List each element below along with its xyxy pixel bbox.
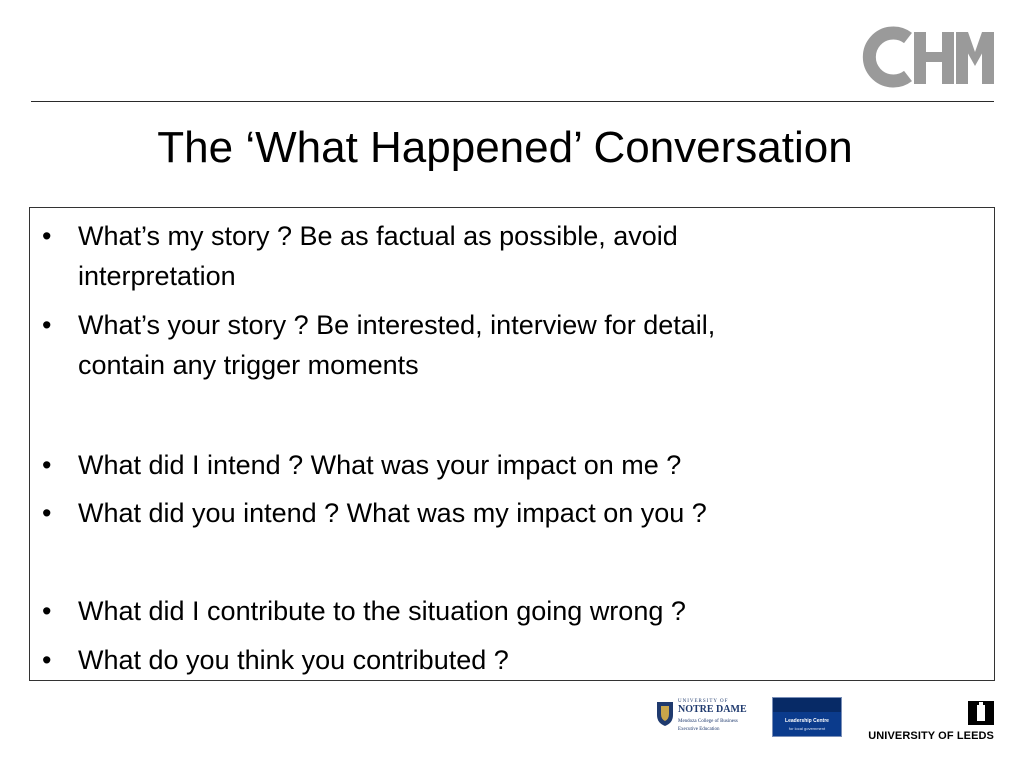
header-divider bbox=[31, 101, 994, 102]
bullet-marker: • bbox=[42, 596, 52, 626]
bullet-text-line: What do you think you contributed ? bbox=[78, 645, 509, 675]
bullet-item bbox=[30, 591, 930, 631]
bullet-text-line: What did I intend ? What was your impact on me ? bbox=[78, 450, 682, 480]
slide-title: The ‘What Happened’ Conversation bbox=[157, 123, 853, 172]
bullet-marker: • bbox=[42, 645, 52, 675]
bullet-text-line: What did I contribute to the situation going wrong ? bbox=[78, 596, 686, 626]
bullet-item bbox=[30, 640, 930, 680]
bullet-item bbox=[30, 445, 930, 485]
chm-logo bbox=[862, 26, 996, 88]
bullet-marker: • bbox=[42, 310, 52, 340]
bullet-text-line: interpretation bbox=[78, 261, 236, 291]
leeds-wordmark: UNIVERSITY OF LEEDS bbox=[868, 730, 994, 742]
notre-dame-line: NOTRE DAME bbox=[678, 704, 747, 715]
bullet-item bbox=[30, 305, 930, 385]
notre-dame-crest-icon bbox=[656, 701, 674, 727]
footer-logos bbox=[0, 690, 1024, 750]
bullet-marker: • bbox=[42, 498, 52, 528]
bullet-text-line: What’s my story ? Be as factual as possible, avoid bbox=[78, 221, 678, 251]
notre-dame-text bbox=[678, 698, 758, 734]
notre-dame-line: Executive Education bbox=[678, 727, 720, 732]
notre-dame-line: Mendoza College of Business bbox=[678, 719, 738, 724]
bullet-item bbox=[30, 216, 930, 296]
leadership-centre-tagline: for local government bbox=[788, 726, 826, 731]
notre-dame-line: UNIVERSITY OF bbox=[678, 699, 729, 704]
bullet-text-line: contain any trigger moments bbox=[78, 350, 419, 380]
chm-logo-mark bbox=[862, 26, 996, 88]
leadership-centre-logo bbox=[772, 697, 842, 737]
notre-dame-logo bbox=[656, 698, 756, 740]
bullet-item bbox=[30, 493, 930, 533]
bullet-text-line: What did you intend ? What was my impact on you ? bbox=[78, 498, 707, 528]
leadership-centre-name: Leadership Centre bbox=[785, 718, 829, 724]
leadership-centre-band bbox=[773, 698, 841, 712]
content-box bbox=[29, 207, 995, 681]
leeds-crest-icon bbox=[968, 701, 994, 725]
university-of-leeds-logo bbox=[864, 698, 996, 744]
bullet-text-line: What’s your story ? Be interested, interview for detail, bbox=[78, 310, 716, 340]
bullet-marker: • bbox=[42, 450, 52, 480]
bullet-marker: • bbox=[42, 221, 52, 251]
